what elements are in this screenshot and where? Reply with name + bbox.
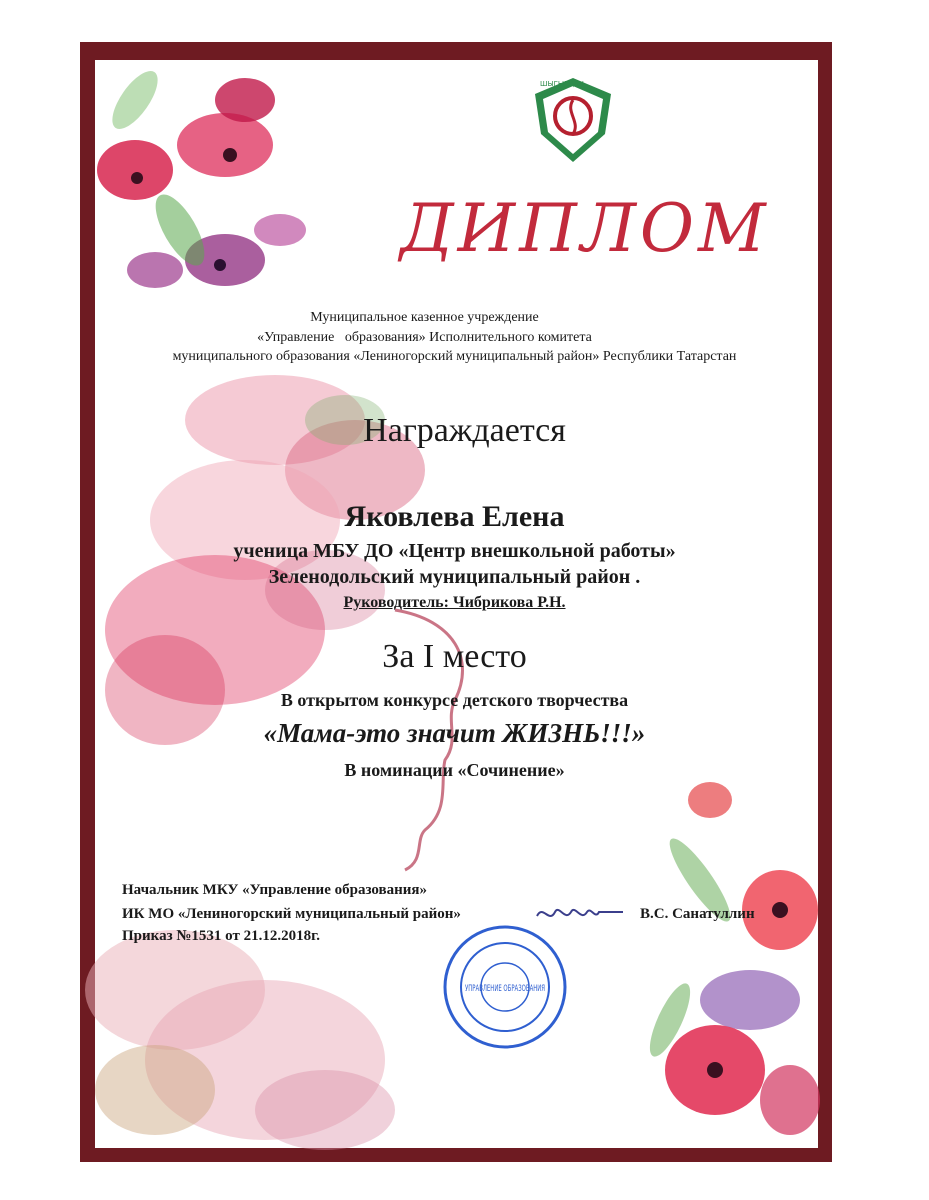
signer-name: В.С. Санатуллин — [640, 906, 755, 922]
watercolor-bottom-left — [95, 860, 395, 1148]
logo-caption: ШЫГЫРДАН — [540, 80, 584, 88]
place: За I место — [382, 638, 527, 675]
recipient-school: ученица МБУ ДО «Центр внешкольной работы» — [233, 540, 676, 562]
supervisor: Руководитель: Чибрикова Р.Н. — [343, 594, 566, 611]
flowers-bottom-right — [640, 770, 818, 1148]
order-number: Приказ №1531 от 21.12.2018г. — [122, 928, 320, 944]
recipient-district: Зеленодольский муниципальный район . — [268, 566, 641, 588]
diploma-title: ДИПЛОМ — [400, 190, 770, 267]
stamp-text: УПРАВЛЕНИЕ ОБРАЗОВАНИЯ — [465, 984, 545, 994]
nomination: В номинации «Сочинение» — [344, 760, 565, 780]
flowers-top-left — [95, 60, 315, 300]
contest-line: В открытом конкурсе детского творчества — [280, 690, 629, 710]
awarded-heading: Награждается — [363, 412, 566, 449]
official-stamp — [440, 922, 570, 1052]
signature-position-1: Начальник МКУ «Управление образования» — [122, 882, 428, 898]
org-line-2: «Управление образования» Исполнительного комитета — [257, 330, 592, 345]
signature-position-2: ИК МО «Лениногорский муниципальный район» — [122, 906, 461, 922]
org-line-3: муниципального образования «Лениногорский муниципальный район» Республики Татарстан — [172, 349, 737, 364]
contest-name: «Мама-это значит ЖИЗНЬ!!!» — [263, 718, 646, 748]
recipient-name: Яковлева Елена — [344, 500, 565, 533]
org-line-1: Муниципальное казенное учреждение — [310, 310, 539, 325]
